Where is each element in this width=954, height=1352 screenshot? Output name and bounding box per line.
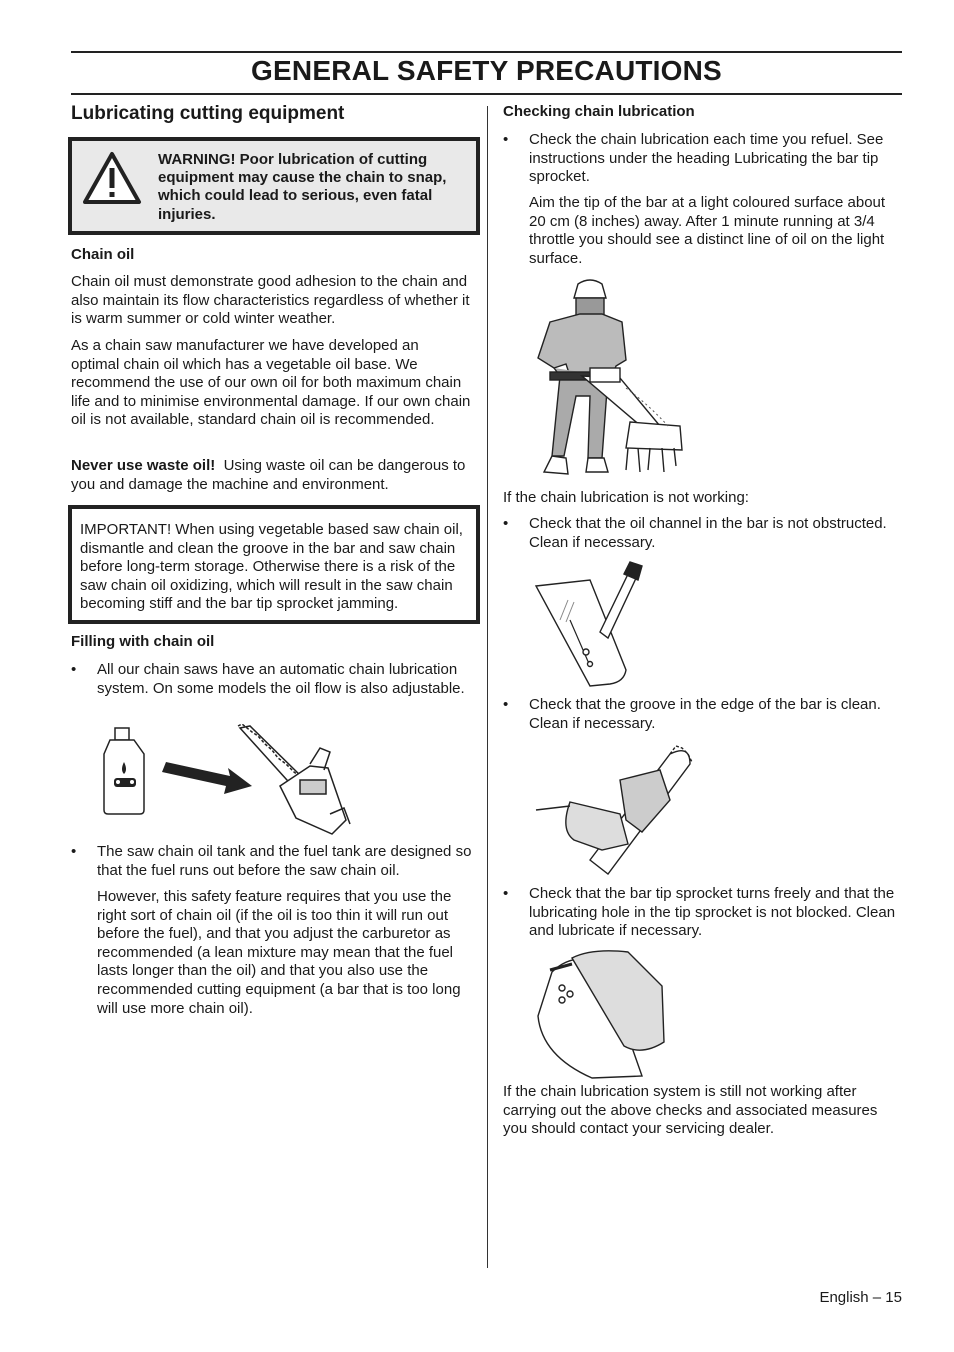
groove-cleaning-illustration	[530, 740, 700, 880]
warning-text: WARNING! Poor lubrication of cutting equipment may cause the chain to snap, which could lead to serious, even fatal injuries.	[158, 151, 447, 223]
filling-bullet-2: The saw chain oil tank and the fuel tank are designed so that the fuel runs out before the saw chain oil.	[97, 843, 472, 879]
bullet-mark: •	[503, 131, 509, 148]
chainsaw-drawing	[238, 724, 350, 834]
filling-bullet-2-continued: However, this safety feature requires that you use the right sort of chain oil (if the oil is too thin it will run out before the fuel), and that you adjust the carburetor as recommended (a lean mixture may mean that the fuel lasts longer than the oil) and that you also use the recommended cutting equipment (a bar that is too long will use more chain oil).	[97, 888, 461, 1017]
chain-oil-heading: Chain oil	[71, 246, 135, 263]
bullet-mark: •	[503, 696, 509, 713]
tip-sprocket-illustration	[532, 946, 672, 1081]
page-title: GENERAL SAFETY PRECAUTIONS	[251, 55, 722, 86]
checking-bullet-4: Check that the bar tip sprocket turns freely and that the lubricating hole in the tip sprocket is not blocked. Clean and lubricate if necessary.	[529, 885, 896, 940]
bullet-mark: •	[503, 885, 509, 902]
important-text: IMPORTANT! When using vegetable based saw chain oil, dismantle and clean the groove in the bar and saw chain before long-term storage. Otherwise there is a risk of the saw chain oil oxidizing, which will result in the saw chain becoming stiff and the bar tip sprocket jamming.	[80, 521, 463, 613]
filling-bullet-1: All our chain saws have an automatic chain lubrication system. On some models the oil flow is also adjustable.	[97, 661, 465, 697]
checking-bullet-2: Check that the oil channel in the bar is not obstructed. Clean if necessary.	[529, 515, 887, 551]
closing-paragraph: If the chain lubrication system is still not working after carrying out the above checks and associated measures you should contact your servicing dealer.	[503, 1083, 878, 1138]
chain-oil-paragraph-2: As a chain saw manufacturer we have developed an optimal chain oil which has a vegetable oil base. We recommend the use of our own oil for both maximum chain life and to minimise environmental damage. If our own chain oil is not available, standard chain oil is recommended.	[71, 337, 471, 429]
warning-box	[68, 137, 480, 235]
checking-bullet-1: Check the chain lubrication each time you refuel. See instructions under the heading Lubricating the bar tip sprocket.	[529, 131, 884, 186]
not-working-text: If the chain lubrication is not working:	[503, 489, 749, 506]
bullet-mark: •	[71, 843, 77, 860]
warning-triangle-icon	[82, 151, 142, 205]
chain-oil-paragraph-1: Chain oil must demonstrate good adhesion to the chain and also maintain its flow characteristics regardless of whether it is warm summer or cold winter weather.	[71, 273, 470, 328]
checking-bullet-3: Check that the groove in the edge of the bar is clean. Clean if necessary.	[529, 696, 881, 732]
bullet-mark: •	[503, 515, 509, 532]
bullet-mark: •	[71, 661, 77, 678]
section-title: Lubricating cutting equipment	[71, 103, 345, 124]
waste-oil-text: Using waste oil can be dangerous to you and damage the machine and environment.	[71, 457, 466, 493]
checking-heading: Checking chain lubrication	[503, 103, 695, 120]
important-box	[68, 505, 480, 624]
oil-bottle-icon	[104, 728, 144, 814]
operator-illustration	[530, 276, 690, 486]
bar-screwdriver-illustration	[530, 560, 650, 690]
column-divider	[487, 106, 488, 1268]
waste-oil-paragraph	[71, 457, 473, 494]
checking-bullet-1-continued: Aim the tip of the bar at a light coloured surface about 20 cm (8 inches) away. After 1 minute running at 3/4 throttle you should see a distinct line of oil on the light surface.	[529, 194, 886, 267]
page-number: English – 15	[819, 1289, 902, 1306]
header-top-rule	[71, 51, 902, 53]
arrow-icon	[162, 762, 252, 794]
header-bottom-rule	[71, 93, 902, 95]
oil-filling-illustration	[100, 724, 370, 844]
filling-heading: Filling with chain oil	[71, 633, 215, 650]
waste-oil-warning: Never use waste oil!	[71, 457, 216, 474]
